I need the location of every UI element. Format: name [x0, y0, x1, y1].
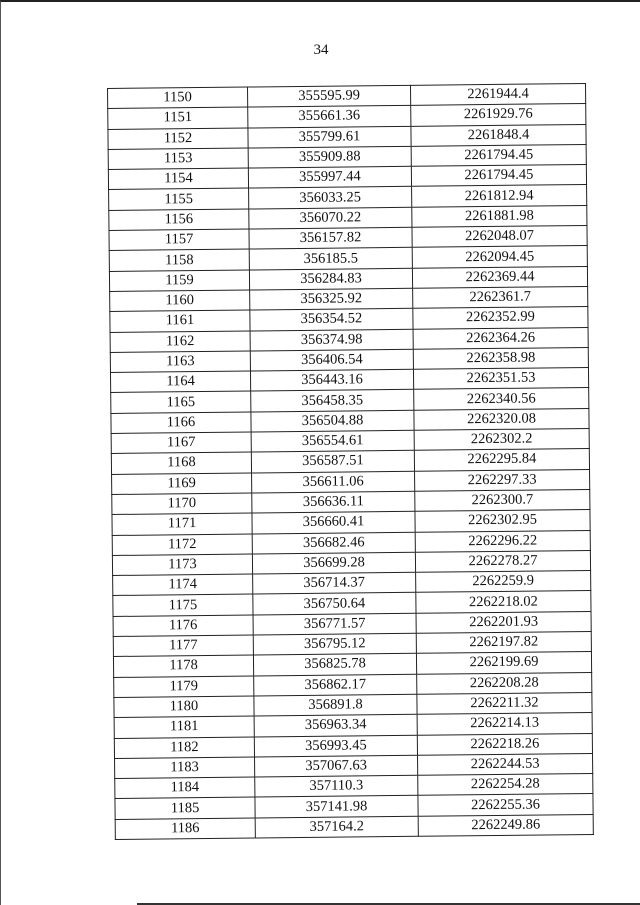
point-number-cell: 1157: [109, 229, 249, 251]
y-coordinate-cell: 2262300.7: [415, 489, 590, 511]
point-number-cell: 1154: [108, 168, 248, 190]
y-coordinate-cell: 2262340.56: [414, 388, 589, 410]
point-number-cell: 1160: [110, 290, 250, 312]
point-number-cell: 1156: [109, 209, 249, 231]
point-number-cell: 1181: [114, 716, 254, 738]
y-coordinate-cell: 2262214.13: [417, 713, 592, 735]
x-coordinate-cell: 355909.88: [248, 146, 411, 168]
x-coordinate-cell: 357141.98: [255, 796, 418, 818]
point-number-cell: 1182: [114, 736, 254, 758]
y-coordinate-cell: 2262302.2: [414, 429, 589, 451]
point-number-cell: 1155: [109, 189, 249, 211]
x-coordinate-cell: 357164.2: [255, 816, 418, 838]
point-number-cell: 1178: [113, 655, 253, 677]
y-coordinate-cell: 2262255.36: [418, 794, 593, 816]
table-row: [115, 814, 593, 839]
x-coordinate-cell: 355661.36: [248, 106, 411, 128]
x-coordinate-cell: 356771.57: [253, 613, 416, 635]
y-coordinate-cell: 2262364.26: [413, 327, 588, 349]
point-number-cell: 1162: [110, 331, 250, 353]
page-number: 34: [313, 42, 329, 58]
x-coordinate-cell: 356406.54: [250, 349, 413, 371]
point-number-cell: 1169: [112, 473, 252, 495]
point-number-cell: 1173: [112, 554, 252, 576]
point-number-cell: 1177: [113, 635, 253, 657]
x-coordinate-cell: 356504.88: [251, 410, 414, 432]
y-coordinate-cell: 2262296.22: [415, 530, 590, 552]
y-coordinate-cell: 2262361.7: [413, 286, 588, 308]
y-coordinate-cell: 2262295.84: [414, 449, 589, 471]
x-coordinate-cell: 356963.34: [254, 714, 417, 736]
y-coordinate-cell: 2262244.53: [418, 753, 593, 775]
y-coordinate-cell: 2262211.32: [417, 692, 592, 714]
y-coordinate-cell: 2262320.08: [414, 408, 589, 430]
point-number-cell: 1166: [111, 412, 251, 434]
point-number-cell: 1174: [113, 574, 253, 596]
x-coordinate-cell: 356033.25: [249, 187, 412, 209]
x-coordinate-cell: 356070.22: [249, 207, 412, 229]
point-number-cell: 1151: [108, 107, 248, 129]
x-coordinate-cell: 356714.37: [253, 572, 416, 594]
point-number-cell: 1150: [108, 87, 248, 109]
y-coordinate-cell: 2262369.44: [412, 266, 587, 288]
point-number-cell: 1171: [112, 513, 252, 535]
y-coordinate-cell: 2262208.28: [417, 672, 592, 694]
x-coordinate-cell: 355997.44: [248, 167, 411, 189]
point-number-cell: 1172: [112, 534, 252, 556]
y-coordinate-cell: 2261794.45: [411, 165, 586, 187]
y-coordinate-cell: 2262297.33: [415, 469, 590, 491]
point-number-cell: 1183: [115, 757, 255, 779]
y-coordinate-cell: 2261944.4: [410, 83, 585, 105]
x-coordinate-cell: 356458.35: [251, 390, 414, 412]
x-coordinate-cell: 357067.63: [255, 755, 418, 777]
y-coordinate-cell: 2262249.86: [418, 814, 593, 836]
point-number-cell: 1168: [111, 452, 251, 474]
x-coordinate-cell: 356587.51: [251, 451, 414, 473]
point-number-cell: 1165: [111, 391, 251, 413]
y-coordinate-cell: 2261794.45: [411, 144, 586, 166]
y-coordinate-cell: 2261929.76: [411, 104, 586, 126]
point-number-cell: 1153: [108, 148, 248, 170]
point-number-cell: 1184: [115, 777, 255, 799]
x-coordinate-cell: 356795.12: [253, 633, 416, 655]
y-coordinate-cell: 2262094.45: [412, 246, 587, 268]
x-coordinate-cell: 355799.61: [248, 126, 411, 148]
coordinates-table-body: [108, 83, 594, 839]
x-coordinate-cell: 356636.11: [252, 491, 415, 513]
y-coordinate-cell: 2262218.02: [416, 591, 591, 613]
point-number-cell: 1176: [113, 615, 253, 637]
point-number-cell: 1186: [115, 818, 255, 840]
point-number-cell: 1159: [109, 270, 249, 292]
y-coordinate-cell: 2262048.07: [412, 226, 587, 248]
y-coordinate-cell: 2262278.27: [415, 550, 590, 572]
point-number-cell: 1161: [110, 310, 250, 332]
x-coordinate-cell: 356157.82: [249, 227, 412, 249]
y-coordinate-cell: 2262302.95: [415, 510, 590, 532]
x-coordinate-cell: 355595.99: [247, 85, 410, 107]
point-number-cell: 1152: [108, 128, 248, 150]
x-coordinate-cell: 356185.5: [249, 248, 412, 270]
y-coordinate-cell: 2262201.93: [416, 611, 591, 633]
y-coordinate-cell: 2262199.69: [416, 652, 591, 674]
x-coordinate-cell: 356354.52: [250, 309, 413, 331]
point-number-cell: 1167: [111, 432, 251, 454]
x-coordinate-cell: 356891.8: [254, 694, 417, 716]
y-coordinate-cell: 2261848.4: [411, 124, 586, 146]
point-number-cell: 1179: [114, 676, 254, 698]
x-coordinate-cell: 356284.83: [249, 268, 412, 290]
x-coordinate-cell: 356699.28: [252, 552, 415, 574]
x-coordinate-cell: 356993.45: [254, 735, 417, 757]
point-number-cell: 1163: [110, 351, 250, 373]
x-coordinate-cell: 356825.78: [253, 654, 416, 676]
point-number-cell: 1180: [114, 696, 254, 718]
x-coordinate-cell: 356750.64: [253, 593, 416, 615]
y-coordinate-cell: 2262218.26: [417, 733, 592, 755]
point-number-cell: 1164: [110, 371, 250, 393]
y-coordinate-cell: 2261881.98: [412, 205, 587, 227]
point-number-cell: 1158: [109, 249, 249, 271]
x-coordinate-cell: 356325.92: [250, 288, 413, 310]
x-coordinate-cell: 357110.3: [255, 775, 418, 797]
y-coordinate-cell: 2262352.99: [413, 307, 588, 329]
y-coordinate-cell: 2262254.28: [418, 774, 593, 796]
x-coordinate-cell: 356374.98: [250, 329, 413, 351]
x-coordinate-cell: 356443.16: [250, 369, 413, 391]
x-coordinate-cell: 356862.17: [254, 674, 417, 696]
x-coordinate-cell: 356682.46: [252, 532, 415, 554]
y-coordinate-cell: 2262197.82: [416, 631, 591, 653]
y-coordinate-cell: 2262351.53: [413, 368, 588, 390]
x-coordinate-cell: 356611.06: [252, 471, 415, 493]
y-coordinate-cell: 2261812.94: [412, 185, 587, 207]
x-coordinate-cell: 356554.61: [251, 430, 414, 452]
y-coordinate-cell: 2262259.9: [416, 571, 591, 593]
point-number-cell: 1175: [113, 594, 253, 616]
coordinates-table: [107, 83, 594, 840]
point-number-cell: 1185: [115, 797, 255, 819]
point-number-cell: 1170: [112, 493, 252, 515]
y-coordinate-cell: 2262358.98: [413, 347, 588, 369]
x-coordinate-cell: 356660.41: [252, 512, 415, 534]
